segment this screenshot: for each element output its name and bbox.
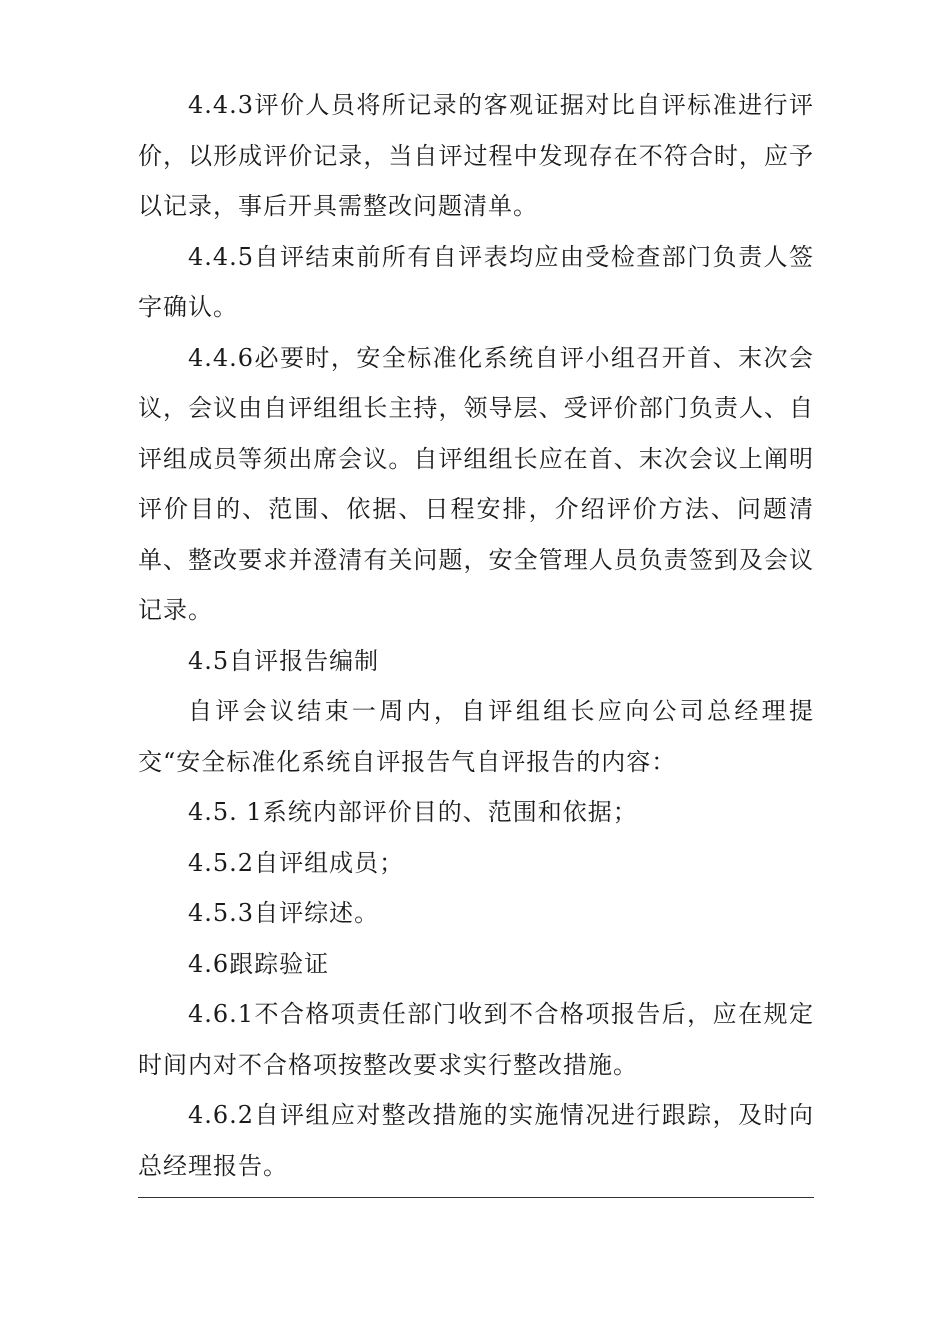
list-item-4-5-1: 4.5. 1系统内部评价目的、范围和依据； bbox=[188, 798, 638, 826]
document-body bbox=[138, 80, 814, 1191]
paragraph-4-6-1: 4.6.1不合格项责任部门收到不合格项报告后，应在规定时间内对不合格项按整改要求实行整改措施。 bbox=[138, 1000, 814, 1079]
paragraph-4-4-3: 4.4.3评价人员将所记录的客观证据对比自评标准进行评价，以形成评价记录，当自评过程中发现存在不符合时，应予以记录，事后开具需整改问题清单。 bbox=[138, 91, 814, 220]
paragraph-report-intro: 自评会议结束一周内，自评组组长应向公司总经理提交“安全标准化系统自评报告气自评报告的内容： bbox=[138, 697, 814, 776]
paragraph-4-6-2: 4.6.2自评组应对整改措施的实施情况进行跟踪，及时向总经理报告。 bbox=[138, 1101, 814, 1180]
list-item-4-5-3: 4.5.3自评综述。 bbox=[188, 899, 380, 927]
heading-4-5: 4.5自评报告编制 bbox=[188, 646, 380, 675]
heading-4-6: 4.6跟踪验证 bbox=[188, 949, 330, 978]
paragraph-4-4-6: 4.4.6必要时，安全标准化系统自评小组召开首、末次会议，会议由自评组组长主持，领导层、受评价部门负责人、自评组成员等须出席会议。自评组组长应在首、末次会议上阐明评价目的、范围、依据、日程安排，介绍评价方法、问题清单、整改要求并澄清有关问题，安全管理人员负责签到及会议记录。 bbox=[138, 343, 814, 624]
paragraph-4-4-5: 4.4.5自评结束前所有自评表均应由受检查部门负责人签字确认。 bbox=[138, 242, 814, 321]
footer-divider bbox=[138, 1197, 814, 1198]
list-item-4-5-2: 4.5.2自评组成员； bbox=[188, 848, 405, 877]
